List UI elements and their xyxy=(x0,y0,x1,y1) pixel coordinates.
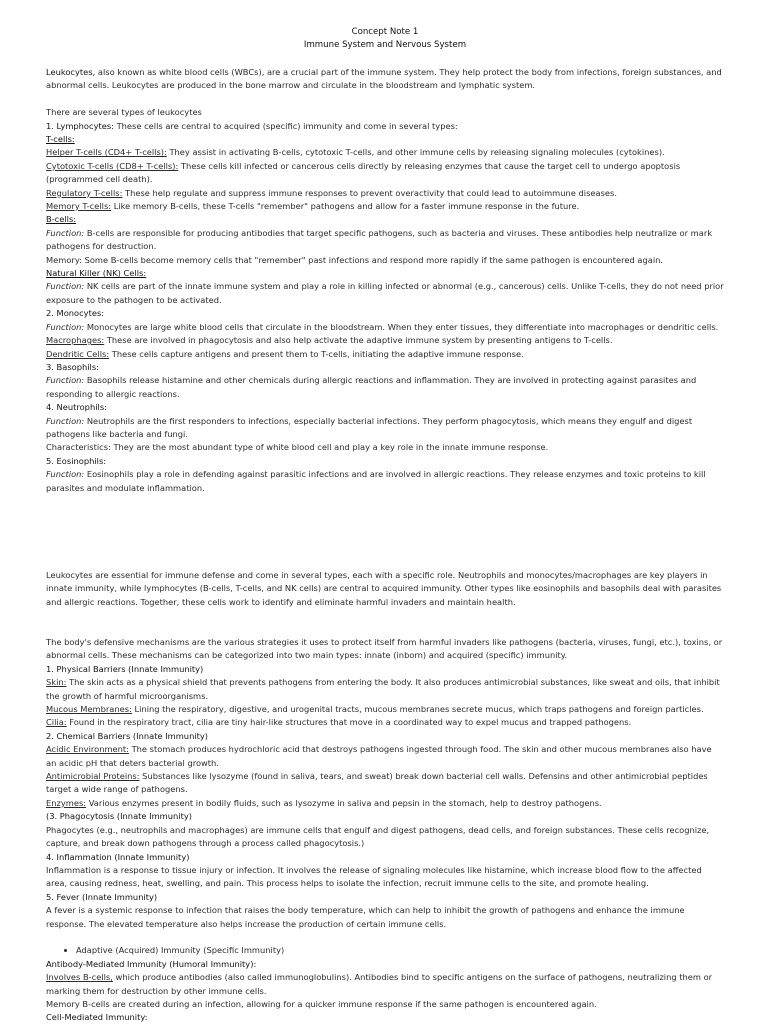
eosinophils-function: Function: Eosinophils play a role in defending against parasitic infections and are involved in allergic reactions. They release enzymes and toxic proteins to kill parasites and modulate inflammation. xyxy=(46,469,706,493)
defense-intro: The body's defensive mechanisms are the various strategies it uses to protect itself from harmful invaders like pathogens (bacteria, viruses, fungi, etc.), toxins, or abnormal cells. These mechanisms can be categorized into two main types: innate (inborn) and acquired (specific) immunity. xyxy=(46,637,723,661)
cilia-item: Cilia: Found in the respiratory tract, cilia are tiny hair-like structures that move in a coordinated way to expel mucus and trapped pathogens. xyxy=(46,717,632,728)
summary-paragraph: Leukocytes are essential for immune defense and come in several types, each with a specific role. Neutrophils and monocytes/macrophages are key players in innate immunity, while lymphocytes (B-cells, T-cells, and NK cells) are central to acquired immunity. Other types like eosinophils and basophils deal with parasites and allergic reactions. Together, these cells work to identify and eliminate harmful invaders and maintain health. xyxy=(46,570,722,607)
phagocytosis-text: Phagocytes (e.g., neutrophils and macrophages) are immune cells that engulf and digest pathogens, dead cells, and foreign substances. These cells recognize, capture, and break down pathogens through a process called phagocytosis.) xyxy=(46,824,710,849)
b-cells-memory: Memory: Some B-cells become memory cells that "remember" past infections and respond more rapidly if the same pathogen is encountered again. xyxy=(46,254,664,265)
fever-text: A fever is a systemic response to infection that raises the body temperature, which can help to inhibit the growth of pathogens and enhance the immune response. The elevated temperature also helps increase the production of certain immune cells. xyxy=(46,905,685,929)
helper-t-cells: Helper T-cells (CD4+ T-cells): They assist in activating B-cells, cytotoxic T-cells, and other immune cells by releasing signaling molecules (cytokines). xyxy=(46,147,665,158)
inflammation-heading: 4. Inflammation (Innate Immunity) xyxy=(46,851,190,862)
nk-cells-function: Function: NK cells are part of the innate immune system and play a role in killing infected or abnormal (e.g., cancerous) cells. Unlike T-cells, they do not need prior exposure to the pathogen to be activated. xyxy=(46,281,724,305)
monocytes-function: Function: Monocytes are large white blood cells that circulate in the bloodstream. When they enter tissues, they differentiate into macrophages or dendritic cells. xyxy=(46,321,719,332)
types-lead: There are several types of leukocytes xyxy=(46,107,202,118)
adaptive-immunity-bullet: • Adaptive (Acquired) Immunity (Specific Immunity) xyxy=(76,944,724,957)
adaptive-immunity-list xyxy=(46,944,724,957)
enzymes-item: Enzymes: Various enzymes present in bodily fluids, such as lysozyme in saliva and pepsin in the stomach, help to destroy pathogens. xyxy=(46,797,602,808)
nk-cells-heading: Natural Killer (NK) Cells: xyxy=(46,268,147,279)
cell-mediated-immunity-heading: Cell-Mediated Immunity: xyxy=(46,1012,148,1023)
intro-paragraph: Leukocytes, also known as white blood cells (WBCs), are a crucial part of the immune system. They help protect the body from infections, foreign substances, and abnormal cells. Leukocytes are produced in the bone marrow and circulate in the bloodstream and lymphatic system. xyxy=(46,67,722,91)
basophils-function: Function: Basophils release histamine and other chemicals during allergic reactions and inflammation. They are involved in protecting against parasites and responding to allergic reactions. xyxy=(46,375,697,399)
involves-b-cells: Involves B-cells, which produce antibodies (also called immunoglobulins). Antibodies bind to specific antigens on the surface of pathogens, neutralizing them or marking them for destruction by other immune cells. xyxy=(46,972,713,996)
summary-section xyxy=(46,569,724,609)
chemical-barriers-heading: 2. Chemical Barriers (Innate Immunity) xyxy=(46,730,209,741)
humoral-immunity-heading: Antibody-Mediated Immunity (Humoral Immunity): xyxy=(46,958,257,969)
b-cells-heading: B-cells: xyxy=(46,214,77,225)
defense-section xyxy=(46,636,724,1025)
document-header xyxy=(46,26,724,53)
neutrophils-characteristics: Characteristics: They are the most abundant type of white blood cell and play a key role in the innate immune response. xyxy=(46,442,549,453)
t-cells-heading: T-cells: xyxy=(46,134,75,145)
cytotoxic-t-cells: Cytotoxic T-cells (CD8+ T-cells): These cells kill infected or cancerous cells directly by releasing enzymes that cause the target cell to undergo apoptosis (programmed cell death). xyxy=(46,160,681,185)
neutrophils-function: Function: Neutrophils are the first responders to infections, especially bacterial infections. They perform phagocytosis, which means they engulf and digest pathogens like bacteria and fungi. xyxy=(46,415,693,439)
lymphocytes-heading: 1. Lymphocytes: These cells are central to acquired (specific) immunity and come in several types: xyxy=(46,120,458,131)
memory-t-cells: Memory T-cells: Like memory B-cells, these T-cells "remember" pathogens and allow for a faster immune response in the future. xyxy=(46,201,580,212)
neutrophils-heading: 4. Neutrophils: xyxy=(46,402,107,413)
macrophages: Macrophages: These are involved in phagocytosis and also help activate the adaptive immune system by presenting antigens to T-cells. xyxy=(46,335,613,346)
antimicrobial-proteins-item: Antimicrobial Proteins: Substances like lysozyme (found in saliva, tears, and sweat) break down bacterial cell walls. Defensins and other antimicrobial peptides target a wide range of pathogens. xyxy=(46,771,708,795)
fever-heading: 5. Fever (Innate Immunity) xyxy=(46,891,158,902)
document-title: Concept Note 1 xyxy=(351,27,419,37)
physical-barriers-heading: 1. Physical Barriers (Innate Immunity) xyxy=(46,663,204,674)
document-subtitle: Immune System and Nervous System xyxy=(303,40,467,51)
memory-b-cells-text: Memory B-cells are created during an infection, allowing for a quicker immune response if the same pathogen is encountered again. xyxy=(46,998,597,1009)
leukocyte-section xyxy=(46,66,724,495)
b-cells-function: Function: B-cells are responsible for producing antibodies that target specific pathogens, such as bacteria and viruses. These antibodies help neutralize or mark pathogens for destruction. xyxy=(46,227,713,252)
basophils-heading: 3. Basophils: xyxy=(46,361,99,372)
skin-item: Skin: The skin acts as a physical shield that prevents pathogens from entering the body. It also produces antimicrobial substances, like sweat and oils, that inhibit the growth of harmful microorganisms. xyxy=(46,677,720,701)
mucous-membranes-item: Mucous Membranes: Lining the respiratory, digestive, and urogenital tracts, mucous membranes secrete mucus, which traps pathogens and foreign particles. xyxy=(46,704,704,715)
regulatory-t-cells: Regulatory T-cells: These help regulate and suppress immune responses to prevent overactivity that could lead to autoimmune diseases. xyxy=(46,187,617,198)
acidic-environment-item: Acidic Environment: The stomach produces hydrochloric acid that destroys pathogens ingested through food. The skin and other mucous membranes also have an acidic pH that deters bacterial growth. xyxy=(46,744,712,768)
monocytes-heading: 2. Monocytes: xyxy=(46,308,105,319)
eosinophils-heading: 5. Eosinophils: xyxy=(46,455,107,466)
inflammation-text: Inflammation is a response to tissue injury or infection. It involves the release of signaling molecules like histamine, which increase blood flow to the affected area, causing redness, heat, swelling, and pain. This process helps to isolate the infection, recruit immune cells to the site, and promote healing. xyxy=(46,864,702,889)
dendritic-cells: Dendritic Cells: These cells capture antigens and present them to T-cells, initiating the adaptive immune response. xyxy=(46,348,524,359)
phagocytosis-heading: (3. Phagocytosis (Innate Immunity) xyxy=(46,811,192,822)
